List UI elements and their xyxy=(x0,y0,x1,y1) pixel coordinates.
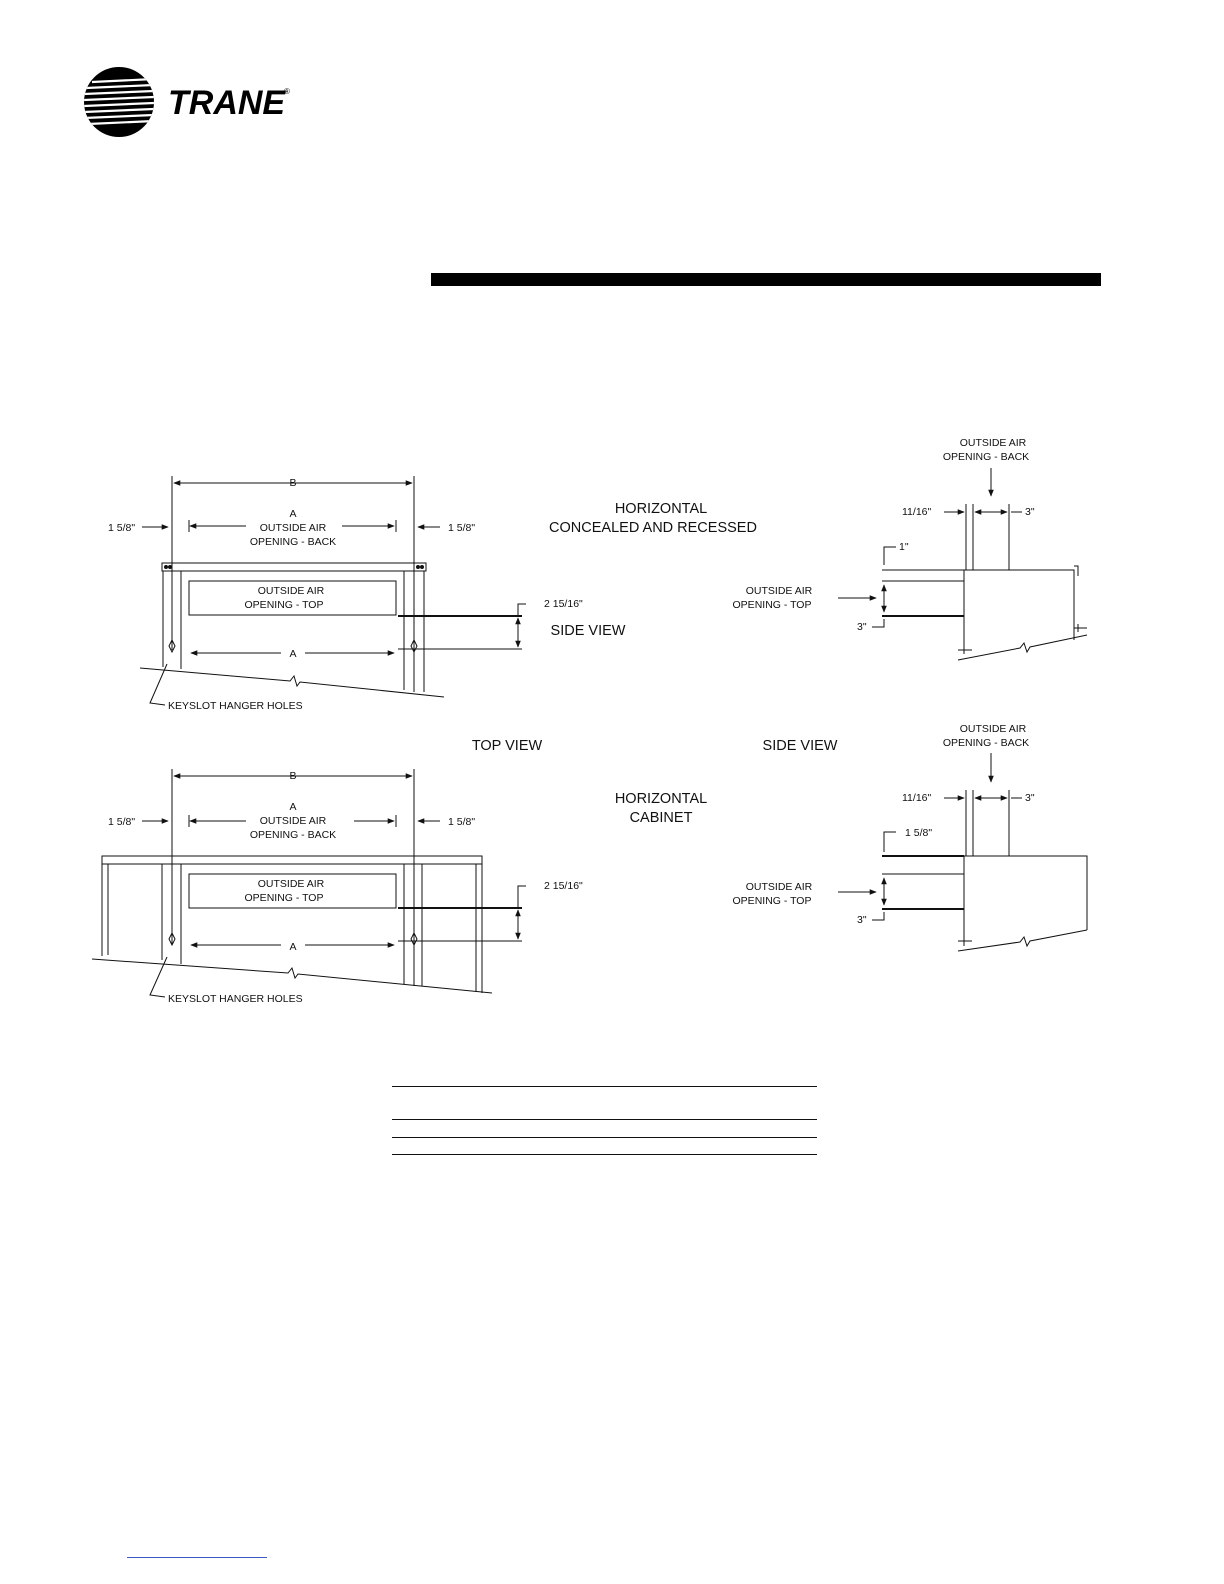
oa-back-label-1: OUTSIDE AIR xyxy=(259,522,327,534)
header-rule xyxy=(431,273,1101,286)
cab-side-oa-back-label-1: OUTSIDE AIR xyxy=(959,723,1027,735)
cab-left-offset-label: 1 5/8" xyxy=(108,816,136,828)
left-offset-label: 1 5/8" xyxy=(108,522,136,534)
trane-circle-logo-icon xyxy=(84,66,314,140)
cab-side-dim-left: 11/16" xyxy=(902,792,932,804)
trane-wordmark: TRANE xyxy=(168,84,286,122)
concealed-title-1: HORIZONTAL xyxy=(614,501,708,517)
cabinet-title-1: HORIZONTAL xyxy=(614,791,708,807)
cabinet-title-2: CABINET xyxy=(629,810,693,826)
cab-depth-dim-label: 2 15/16" xyxy=(544,880,583,892)
trane-logo xyxy=(84,66,314,140)
footer-link-underline[interactable] xyxy=(127,1557,267,1558)
right-offset-label: 1 5/8" xyxy=(448,522,476,534)
table-rule xyxy=(392,1154,817,1155)
cab-oa-top-label-2: OPENING - TOP xyxy=(244,892,324,904)
cab-right-offset-label: 1 5/8" xyxy=(448,816,476,828)
concealed-top-view xyxy=(140,476,526,705)
cab-dim-a-label: A xyxy=(289,801,297,813)
side-dim-bottom: 3" xyxy=(857,621,867,633)
side-view-label: SIDE VIEW xyxy=(550,623,626,639)
side-oa-back-label-1: OUTSIDE AIR xyxy=(959,437,1027,449)
cab-oa-top-label-1: OUTSIDE AIR xyxy=(257,878,325,890)
side-dim-right: 3" xyxy=(1025,506,1035,518)
oa-back-label-2: OPENING - BACK xyxy=(249,536,337,548)
cabinet-side-view xyxy=(838,753,1087,951)
oa-top-label-1: OUTSIDE AIR xyxy=(257,585,325,597)
table-rule xyxy=(392,1119,817,1120)
cab-keyslot-label: KEYSLOT HANGER HOLES xyxy=(168,993,303,1005)
cab-side-dim-right: 3" xyxy=(1025,792,1035,804)
concealed-title-2: CONCEALED AND RECESSED xyxy=(549,520,757,536)
side-oa-back-label-2: OPENING - BACK xyxy=(942,451,1030,463)
concealed-labels xyxy=(108,437,1035,712)
cab-oa-back-label-2: OPENING - BACK xyxy=(249,829,337,841)
empty-table xyxy=(392,1086,817,1158)
dim-b-label: B xyxy=(289,477,297,489)
side-view-label-2: SIDE VIEW xyxy=(762,738,838,754)
cab-dim-a-bottom-label: A xyxy=(289,941,297,953)
concealed-side-view xyxy=(838,468,1087,660)
cab-dim-b-label: B xyxy=(289,770,297,782)
cab-side-oa-back-label-2: OPENING - BACK xyxy=(942,737,1030,749)
cab-side-dim-bottom: 3" xyxy=(857,914,867,926)
dimensional-drawing xyxy=(0,420,1224,1040)
cab-side-oa-top-label-1: OUTSIDE AIR xyxy=(745,881,813,893)
cab-side-oa-top-label-2: OPENING - TOP xyxy=(732,895,812,907)
dim-a-bottom-label: A xyxy=(289,648,297,660)
cab-side-dim-top: 1 5/8" xyxy=(905,827,933,839)
side-oa-top-label-2: OPENING - TOP xyxy=(732,599,812,611)
oa-top-label-2: OPENING - TOP xyxy=(244,599,324,611)
keyslot-label: KEYSLOT HANGER HOLES xyxy=(168,700,303,712)
top-view-label: TOP VIEW xyxy=(471,738,543,754)
side-dim-top: 1" xyxy=(899,541,909,553)
registered-mark: ® xyxy=(284,87,290,96)
side-dim-left: 11/16" xyxy=(902,506,932,518)
view-labels xyxy=(472,738,838,754)
cab-oa-back-label-1: OUTSIDE AIR xyxy=(259,815,327,827)
dim-a-label: A xyxy=(289,508,297,520)
depth-dim-label: 2 15/16" xyxy=(544,598,583,610)
side-oa-top-label-1: OUTSIDE AIR xyxy=(745,585,813,597)
table-rule xyxy=(392,1086,817,1087)
table-rule xyxy=(392,1137,817,1138)
